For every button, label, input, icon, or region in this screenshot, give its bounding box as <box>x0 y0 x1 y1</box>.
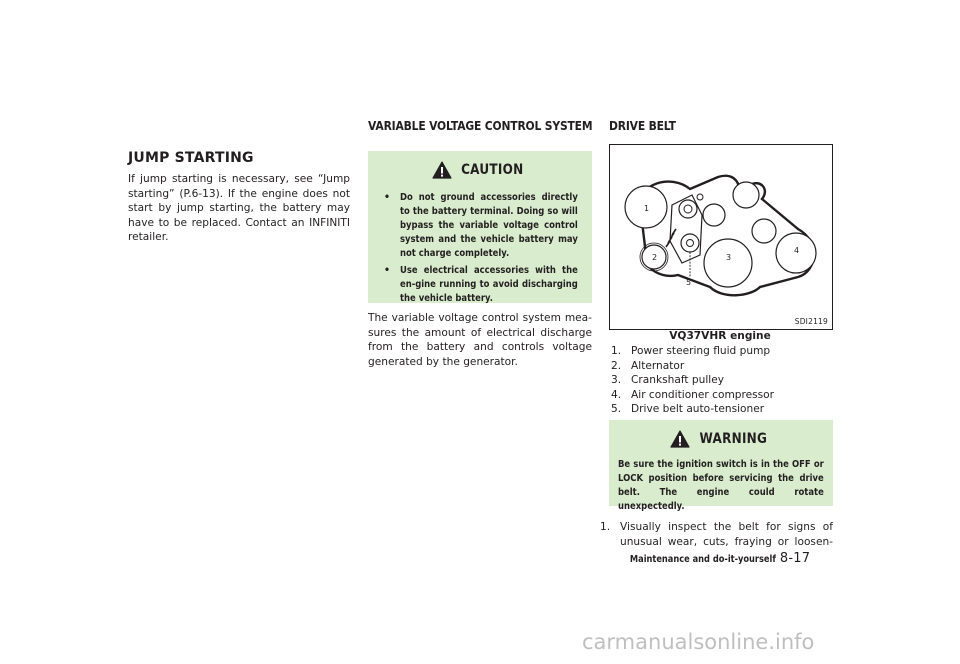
pulley-3-crankshaft <box>704 239 752 287</box>
jump-line-4: have to be replaced. Contact an INFINITI <box>128 216 350 229</box>
warning-triangle-icon <box>670 430 690 448</box>
parts-list <box>611 344 774 417</box>
callout-1: 1 <box>644 204 650 213</box>
vvc-body <box>368 311 592 369</box>
caution-item <box>384 191 578 261</box>
idler-pulley <box>733 182 759 208</box>
figure-code: SDI2119 <box>794 317 828 326</box>
vvc-section <box>368 118 593 368</box>
vvc-line-2: sures the amount of electrical discharge <box>368 326 592 339</box>
page-number: 8-17 <box>779 551 811 566</box>
drive-belt-figure <box>609 144 833 330</box>
caution-box <box>368 151 592 303</box>
watermark: carmanualsonline.info <box>582 630 815 654</box>
warning-title-text: WARNING <box>699 431 767 447</box>
jump-line-3: start by jump starting, the battery may <box>128 202 350 215</box>
parts-list-item: 2. Alternator <box>611 359 685 372</box>
parts-list-item: 3. Crankshaft pulley <box>611 374 724 387</box>
inspection-step <box>600 520 833 549</box>
drive-belt-diagram <box>610 145 832 329</box>
caution-title <box>368 159 592 181</box>
jump-line-1: If jump starting is necessary, see “Jump <box>128 173 350 185</box>
drive-belt-heading: DRIVE BELT <box>609 118 676 133</box>
vvc-line-1: The variable voltage control system mea- <box>368 312 592 324</box>
vvc-line-3: from the battery and controls voltage <box>368 341 592 354</box>
caution-bullet: • <box>384 192 390 203</box>
vvc-line-4: generated by the generator. <box>368 355 518 368</box>
caution-item <box>384 264 578 306</box>
idler-pulley <box>752 219 776 243</box>
caution-item-text: Use electrical accessories with the en-gine running to avoid discharging the vehicle battery. <box>400 265 578 304</box>
idler-pulley <box>703 204 725 226</box>
parts-list-item: 4. Air conditioner compressor <box>611 388 774 401</box>
step-line-2: unusual wear, cuts, fraying or loosen- <box>620 535 833 548</box>
warning-box <box>609 420 833 512</box>
parts-list-item: 1. Power steering fluid pump <box>611 345 771 357</box>
drive-belt-section <box>600 118 833 548</box>
callout-2: 2 <box>652 253 658 262</box>
jump-line-5: retailer. <box>128 231 169 244</box>
parts-list-item: 5. Drive belt auto-tensioner <box>611 403 765 416</box>
caution-title-text: CAUTION <box>460 162 524 178</box>
caution-item-text: Do not ground accessories directly to the battery terminal. Doing so will bypass the variable voltage control system and the vehicle battery may not charge completely. <box>400 192 578 259</box>
caution-bullet: • <box>384 265 390 276</box>
tensioner-assembly <box>666 194 703 263</box>
figure-caption: VQ37VHR engine <box>669 330 771 342</box>
vvc-heading: VARIABLE VOLTAGE CONTROL SYSTEM <box>368 118 593 133</box>
callout-5: 5 <box>686 278 692 287</box>
callout-4: 4 <box>794 246 800 255</box>
warning-text: Be sure the ignition switch is in the OFF or LOCK position before servicing the drive belt. The engine could rotate unexpectedly. <box>618 459 824 512</box>
page-footer <box>610 551 810 566</box>
jump-line-2: starting” (P.6-13). If the engine does not <box>128 187 350 200</box>
jump-starting-section <box>128 150 350 245</box>
jump-starting-heading: JUMP STARTING <box>128 150 254 166</box>
footer-section-title: Maintenance and do-it-yourself <box>629 554 776 565</box>
warning-triangle-icon <box>432 161 452 179</box>
warning-title <box>609 429 833 449</box>
callout-3: 3 <box>726 253 732 262</box>
step-number: 1. <box>600 521 611 533</box>
caution-list <box>384 191 578 309</box>
step-line-1: Visually inspect the belt for signs of <box>620 521 833 533</box>
